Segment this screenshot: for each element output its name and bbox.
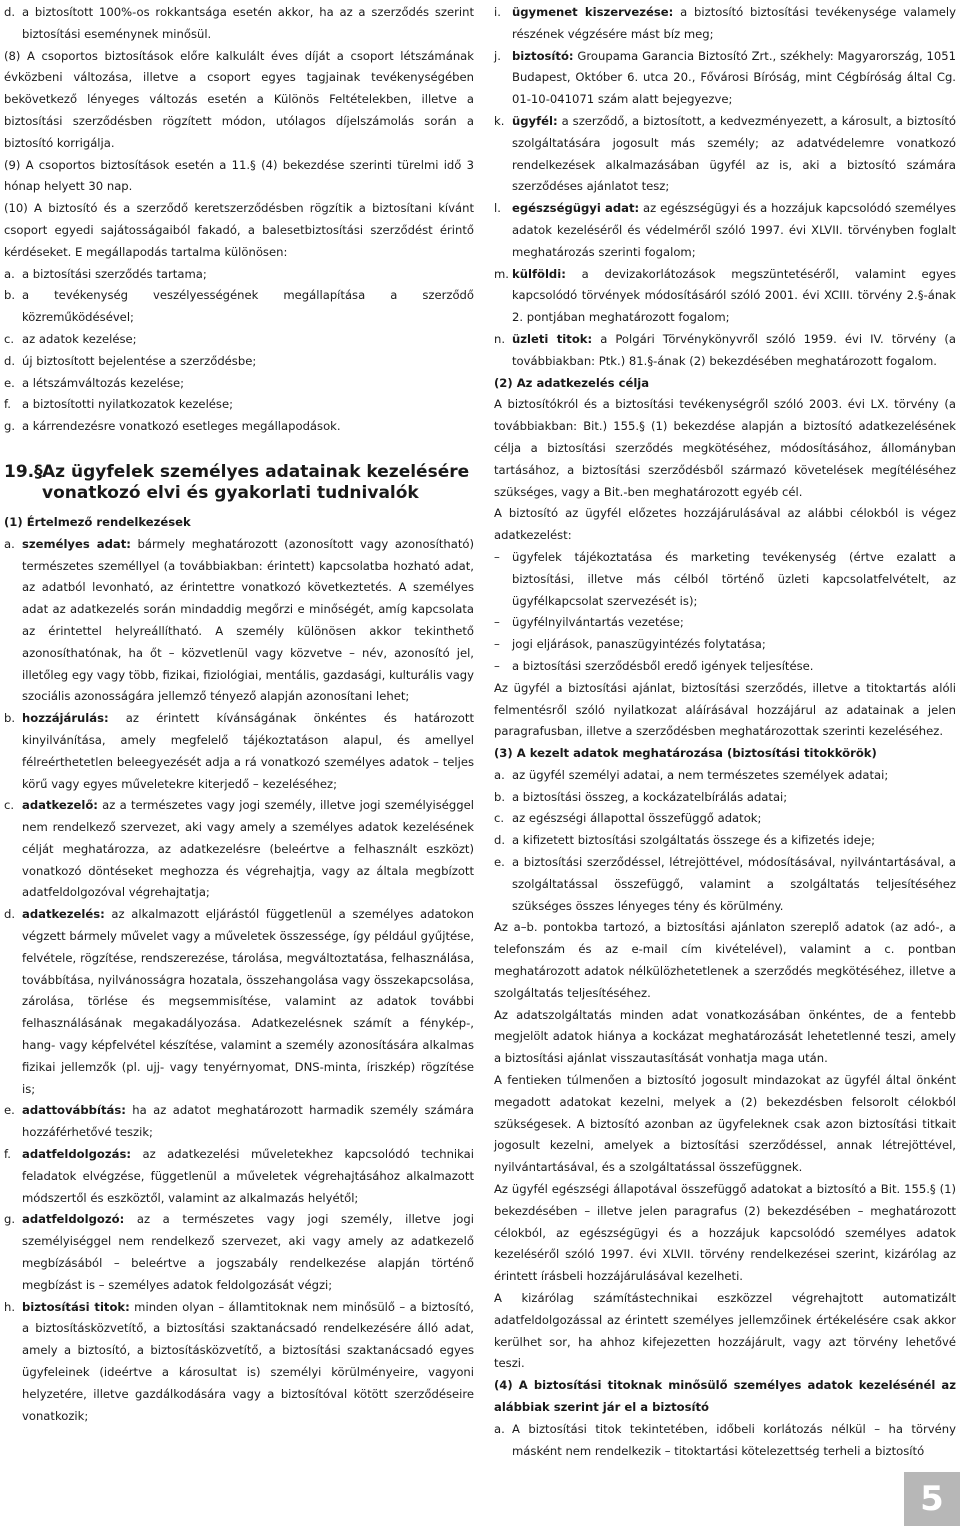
item-label: f.: [4, 397, 11, 412]
section-heading: [4, 462, 474, 504]
paragraph-9: (9) A csoportos biztosítások esetén a 11.§ (4) bekezdése szerinti türelmi idő 3 hónap helyett 30 nap.: [4, 157, 474, 194]
definition-item: [4, 708, 474, 795]
paragraph-10: (10) A biztosító és a szerződő keretszerződésben rögzítik a biztosítani kívánt csoport egyedi sajátosságaiból fakadó, a balesetbiztosítási szerződést érintő kérdéseket. E megállapodás tartalma különösen:: [4, 201, 474, 259]
definition-term: adatkezelés:: [22, 907, 105, 922]
dash-bullet: –: [494, 615, 500, 630]
paragraph: A fentieken túlmenően a biztosító jogosult mindazokat az ügyfél által önként megadott adatokat kezelni, melyek a (2) bekezdésben felsorolt célokból szükségesek. A biztosító azonban az ügyfeleknek csak azon biztosítási titkait jogosult kezelni, amelyek a biztosítási szerződéssel, annak létrejöttével, nyilvántartásával, és a szolgáltatással összefüggnek.: [494, 1073, 956, 1175]
item-label: f.: [4, 1147, 11, 1162]
definition-item: [4, 1297, 474, 1428]
paragraph-8: (8) A csoportos biztosítások előre kalkulált éves díját a csoport létszámának évközbeni változása, illetve a csoport egyes tagjainak tevékenységében bekövetkező lényeges változás esetén a Különös Feltételekben, illetve a biztosítási szerződésben rögzített módon, utólagos díjelszámolás során a biztosító korrigálja.: [4, 48, 474, 150]
paragraph: Az adatszolgáltatás minden adat vonatkozásában önkéntes, de a fentebb megjelölt adatok hiánya a kockázat meghatározását lehetetlenné teszi, amely a biztosítási ajánlat visszautasítását vonhatja maga után.: [494, 1007, 956, 1066]
list-item: [4, 394, 474, 416]
item-label: e.: [494, 855, 505, 870]
item-label: a.: [494, 1421, 505, 1436]
list-item: [494, 808, 956, 830]
list-item: [4, 329, 474, 351]
item-text: a biztosítási szerződésből eredő igények teljesítése.: [512, 658, 814, 673]
definition-term: egészségügyi adat:: [512, 201, 640, 216]
item-label: b.: [494, 789, 506, 804]
item-text: a biztosítási összeg, a kockázatelbírálás adatai;: [512, 789, 788, 804]
subheading: (2) Az adatkezelés célja: [494, 375, 650, 390]
left-column: [4, 2, 474, 1427]
definition-item: [4, 1209, 474, 1296]
definition-item: [494, 111, 956, 198]
item-label: a.: [494, 767, 505, 782]
item-text: jogi eljárások, panaszügyintézés folytatása;: [512, 637, 766, 652]
item-label: h.: [4, 1299, 16, 1314]
definition-text: a biztosító biztosítási tevékenysége valamely részének végzésére mást bíz meg;: [512, 5, 956, 41]
definition-term: adatfeldolgozó:: [22, 1212, 125, 1227]
subheading: (1) Értelmező rendelkezések: [4, 514, 191, 529]
item-label: c.: [4, 798, 15, 813]
list-item: [494, 547, 956, 612]
item-text: új biztosított bejelentése a szerződésbe;: [22, 353, 257, 368]
definition-text: a szerződő, a biztosított, a kedvezményezett, a károsult, a biztosító szolgáltatására jogosult más személy; az adatvédelemre vonatkozó rendelkezések alkalmazásában ügyfél az is, aki a biztosító számára szerződéses ajánlatot tesz;: [512, 113, 956, 194]
definition-text: minden olyan – államtitoknak nem minősülő – a biztosító, a biztosításközvetítő, a biztosítási szaktanácsadó rendelkezésére álló adat, amely a biztosító, a biztosításközvetítő, a biztosítási szaktanácsadó egyes ügyfeleinek (ideértve a károsultat is) személyi körülményeire, vagyoni helyzetére, illetve gazdálkodására vagy a biztosítóval kötött szerződéseire vonatkozik;: [22, 1299, 474, 1423]
page-number: 5: [904, 1472, 960, 1526]
item-label: d.: [4, 353, 16, 368]
paragraph: A biztosítókról és a biztosítási tevékenységről szóló 2003. évi LX. törvény (a továbbiakban: Bit.) 155.§ (1) bekezdése alapján a biztosító adatkezelésének célja a biztosítási szerződés megkötéséhez, módosításához, állományban tartásához, a biztosítási szerződésből származó követelések megítéléséhez szükséges, vagy a Bit.-ben meghatározott egyéb cél.: [494, 397, 956, 499]
definition-item: [4, 1144, 474, 1209]
list-item: [494, 787, 956, 809]
item-text: a biztosítási szerződés tartama;: [22, 266, 207, 281]
item-text: a kifizetett biztosítási szolgáltatás összege és a kifizetés ideje;: [512, 833, 876, 848]
item-text: ügyfélnyilvántartás vezetése;: [512, 615, 684, 630]
item-text: a tevékenység veszélyességének megállapítása a szerződő közreműködésével;: [22, 288, 474, 325]
list-item: [4, 373, 474, 395]
definition-text: az a természetes vagy jogi személy, illetve jogi személyiséggel nem rendelkező szervezet, aki vagy amely a személyes adatok kezelésének célját meghatározza, az adatkezelésre (beleértve a felhasznált eszközt) vonatkozó döntéseket meghozza és végrehajtja, vagy az általa megbízott adatfeldolgozóval végrehajtatja;: [22, 798, 474, 900]
definition-term: hozzájárulás:: [22, 711, 109, 726]
item-text: az adatok kezelése;: [22, 331, 137, 346]
paragraph: Az a–b. pontokba tartozó, a biztosítási ajánlaton szereplő adatok (az adó-, a telefonszám és az e-mail cím kivételével), valamint a c. pontban meghatározott adatok nélkülözhetetlenek a szerződés megkötéséhez, illetve a szolgáltatás teljesítéséhez.: [494, 920, 956, 1000]
definition-text: bármely meghatározott (azonosított vagy azonosítható) természetes személlyel (a továbbiakban: érintett) kapcsolatba hozható adat, az adatból levonható, az érintettre vonatkozó következtetés. A személyes adat az adatkezelés során mindaddig megőrzi e minőségét, amíg kapcsolata az érintettel helyreállítható. A személy különösen akkor tekinthető azonosíthatónak, ha őt – közvetlenül vagy közvetve – név, azonosító jel, illetőleg egy vagy több, fizikai, fiziológiai, mentális, gazdasági, kulturális vagy szociális azonosságára jellemző tényező alapján azonosítani lehet;: [22, 536, 475, 704]
definition-text: a Polgári Törvénykönyvről szóló 1959. évi IV. törvény (a továbbiakban: Ptk.) 81.§-ának (2) bekezdésében meghatározott fogalom.: [512, 331, 956, 368]
item-label: n.: [494, 331, 506, 346]
definition-text: az érintett kívánságának önkéntes és határozott kinyilvánítása, amely megfelelő tájékoztatáson alapul, és amellyel félreérthetetlen beleegyezését adja a rá vonatkozó személyes adatok – teljes körű vagy egyes műveletekre kiterjedő – kezeléséhez;: [22, 711, 474, 791]
list-item: [4, 416, 474, 438]
list-item: [4, 264, 474, 286]
item-text: a létszámváltozás kezelése;: [22, 375, 185, 390]
definition-item: [4, 795, 474, 904]
definition-item: [4, 534, 474, 708]
subheading: (4) A biztosítási titoknak minősülő személyes adatok kezelésénél az alábbiak szerint jár el a biztosító: [494, 1378, 956, 1414]
list-item: [4, 351, 474, 373]
definition-term: személyes adat:: [22, 536, 131, 551]
definition-term: adatfeldolgozás:: [22, 1147, 131, 1162]
definition-item: [494, 2, 956, 46]
item-label: a.: [4, 536, 15, 551]
item-text: a biztosítási szerződéssel, létrejöttével, módosításával, nyilvántartásával, a szolgáltatással összefüggő, valamint a szolgáltatás teljesítéséhez szükséges összes lényeges tény és körülmény.: [512, 855, 956, 913]
definition-item: [4, 1100, 474, 1144]
definition-term: külföldi:: [512, 266, 566, 281]
list-item: [4, 2, 474, 46]
definitions-list: [494, 2, 956, 373]
item-label: k.: [494, 113, 505, 128]
paragraph: A kizárólag számítástechnikai eszközzel végrehajtott automatizált adatfeldolgozással az érintett személyes jellemzőinek értékelésére csak akkor kerülhet sor, ha ahhoz kifejezetten hozzájárult, vagy azt törvény lehetővé teszi.: [494, 1291, 956, 1371]
list-item: [494, 612, 956, 634]
item-text: a biztosítotti nyilatkozatok kezelése;: [22, 397, 234, 412]
definition-item: [494, 264, 956, 329]
item-label: g.: [4, 419, 16, 434]
definition-term: adattovábbítás:: [22, 1103, 126, 1118]
item-label: d.: [4, 5, 16, 19]
item-label: a.: [4, 266, 15, 281]
list-item: [4, 285, 474, 329]
item-label: l.: [494, 201, 501, 216]
definition-item: [4, 904, 474, 1100]
subheading: (3) A kezelt adatok meghatározása (biztosítási titokkörök): [494, 746, 877, 761]
definition-item: [494, 329, 956, 373]
agreement-list: [4, 264, 474, 438]
definition-text: Groupama Garancia Biztosító Zrt., székhely: Magyarország, 1051 Budapest, Október 6. utca 20., Fővárosi Bíróság, mint Cégbíróság által Cg. 01-10-041071 szám alatt bejegyezve;: [512, 48, 956, 107]
definition-text: a devizakorlátozások megszüntetéséről, valamint egyes kapcsolódó törvények módosításáról szóló 2001. évi XCIII. törvény 2.§-ának 2. pontjában meghatározott fogalom;: [512, 266, 956, 325]
definition-term: biztosító:: [512, 48, 574, 63]
item-label: j.: [494, 48, 501, 63]
definition-text: az adatkezelési műveletekhez kapcsolódó technikai feladatok elvégzése, függetlenül a műveletek végrehajtásához alkalmazott módszertől és eszköztől, valamint az alkalmazás helyétől;: [22, 1147, 474, 1205]
definition-item: [494, 198, 956, 263]
definitions-list: [4, 534, 474, 1428]
item-label: d.: [494, 833, 506, 848]
definition-term: ügyfél:: [512, 113, 558, 128]
definition-text: az alkalmazott eljárástól függetlenül a személyes adatokon végzett bármely művelet vagy a műveletek összessége, így például gyűjtése, felvétele, rögzítése, rendszerezése, tárolása, megváltoztatása, felhasználása, továbbítása, nyilvánosságra hozatala, összehangolása vagy összekapcsolása, zárolása, törlése és megsemmisítése, valamint az adatok további felhasználásának megakadályozása. Adatkezelésnek számít a fénykép-, hang- vagy képfelvétel készítése, valamint a személy azonosítására alkalmas fizikai jellemzők (pl. ujj- vagy tenyérnyomat, DNS-minta, íriszkép) rögzítése is;: [22, 907, 474, 1096]
right-column: [494, 2, 956, 1462]
item-label: d.: [4, 907, 16, 922]
item-label: g.: [4, 1212, 16, 1227]
item-label: e.: [4, 1103, 15, 1118]
section-number: 19.§: [4, 461, 43, 482]
item-text: az egészségi állapottal összefüggő adatok;: [512, 811, 762, 826]
paragraph: A biztosító az ügyfél előzetes hozzájárulásával az alábbi célokból is végez adatkezelést:: [494, 506, 956, 543]
definition-term: ügymenet kiszervezése:: [512, 5, 674, 19]
list-item: [494, 634, 956, 656]
definition-text: az a természetes vagy jogi személy, illetve jogi személyiséggel nem rendelkező szervezet, aki vagy amely az adatkezelő megbízásából – beleértve a jogszabály rendelkezése alapján történő megbízást is – személyes adatok feldolgozását végzi;: [22, 1212, 474, 1292]
item-label: b.: [4, 711, 16, 726]
definition-term: üzleti titok:: [512, 331, 593, 346]
section-title: Az ügyfelek személyes adatainak kezelésére vonatkozó elvi és gyakorlati tudnivalók: [42, 461, 470, 503]
definition-term: adatkezelő:: [22, 798, 98, 813]
dash-bullet: –: [494, 549, 500, 564]
item-text: a kárrendezésre vonatkozó esetleges megállapodások.: [22, 419, 341, 434]
definition-text: az egészségügyi és a hozzájuk kapcsolódó személyes adatok kezeléséről és védelméről szóló 1997. évi XLVII. törvényben foglalt meghatározás szerinti fogalom;: [512, 201, 956, 259]
item-label: c.: [4, 331, 15, 346]
item-label: e.: [4, 375, 15, 390]
data-categories-list: [494, 765, 956, 918]
item-label: m.: [494, 266, 509, 281]
definition-text: ha az adatot meghatározott harmadik személy számára hozzáférhetővé teszik;: [22, 1103, 474, 1140]
item-label: i.: [494, 5, 501, 19]
item-text: a biztosított 100%-os rokkantsága esetén akkor, ha az a szerződés szerint biztosítási eseménynek minősül.: [22, 5, 474, 41]
list-item: [494, 852, 956, 917]
item-text: az ügyfél személyi adatai, a nem természetes személyek adatai;: [512, 767, 889, 782]
definition-item: [494, 46, 956, 111]
list-item: [494, 656, 956, 678]
paragraph: Az ügyfél egészségi állapotával összefüggő adatokat a biztosító a Bit. 155.§ (1) bekezdésében – illetve jelen paragrafus (2) bekezdésében – meghatározott célokból, az egészségügyi és a hozzájuk kapcsolódó személyes adatok kezeléséről szóló 1997. évi XLVII. törvény rendelkezései szerint, kizárólag az érintett írásbeli hozzájárulásával kezelheti.: [494, 1182, 956, 1284]
dash-bullet: –: [494, 658, 500, 673]
list-item: [494, 765, 956, 787]
dash-bullet: –: [494, 637, 500, 652]
item-text: ügyfelek tájékoztatása és marketing tevékenység (értve ezalatt a biztosítási, illetve más célból történő üzleti kapcsolatfelvételt, az ügyfélkapcsolat szervezését is);: [512, 549, 956, 608]
definition-term: biztosítási titok:: [22, 1299, 130, 1314]
list-item: [494, 830, 956, 852]
item-label: b.: [4, 288, 16, 303]
list-item: [494, 1419, 956, 1463]
item-label: c.: [494, 811, 505, 826]
paragraph: Az ügyfél a biztosítási ajánlat, biztosítási szerződés, illetve a titoktartás alóli felmentésről szóló nyilatkozat aláírásával hozzájárul az adatainak a jelen paragrafusban, illetve a szerződésben meghatározottak szerinti kezeléséhez.: [494, 680, 956, 739]
purpose-list: [494, 547, 956, 678]
item-text: A biztosítási titok tekintetében, időbeli korlátozás nélkül – ha törvény másként nem rendelkezik – titoktartási kötelezettség terheli a biztosító: [512, 1421, 956, 1458]
